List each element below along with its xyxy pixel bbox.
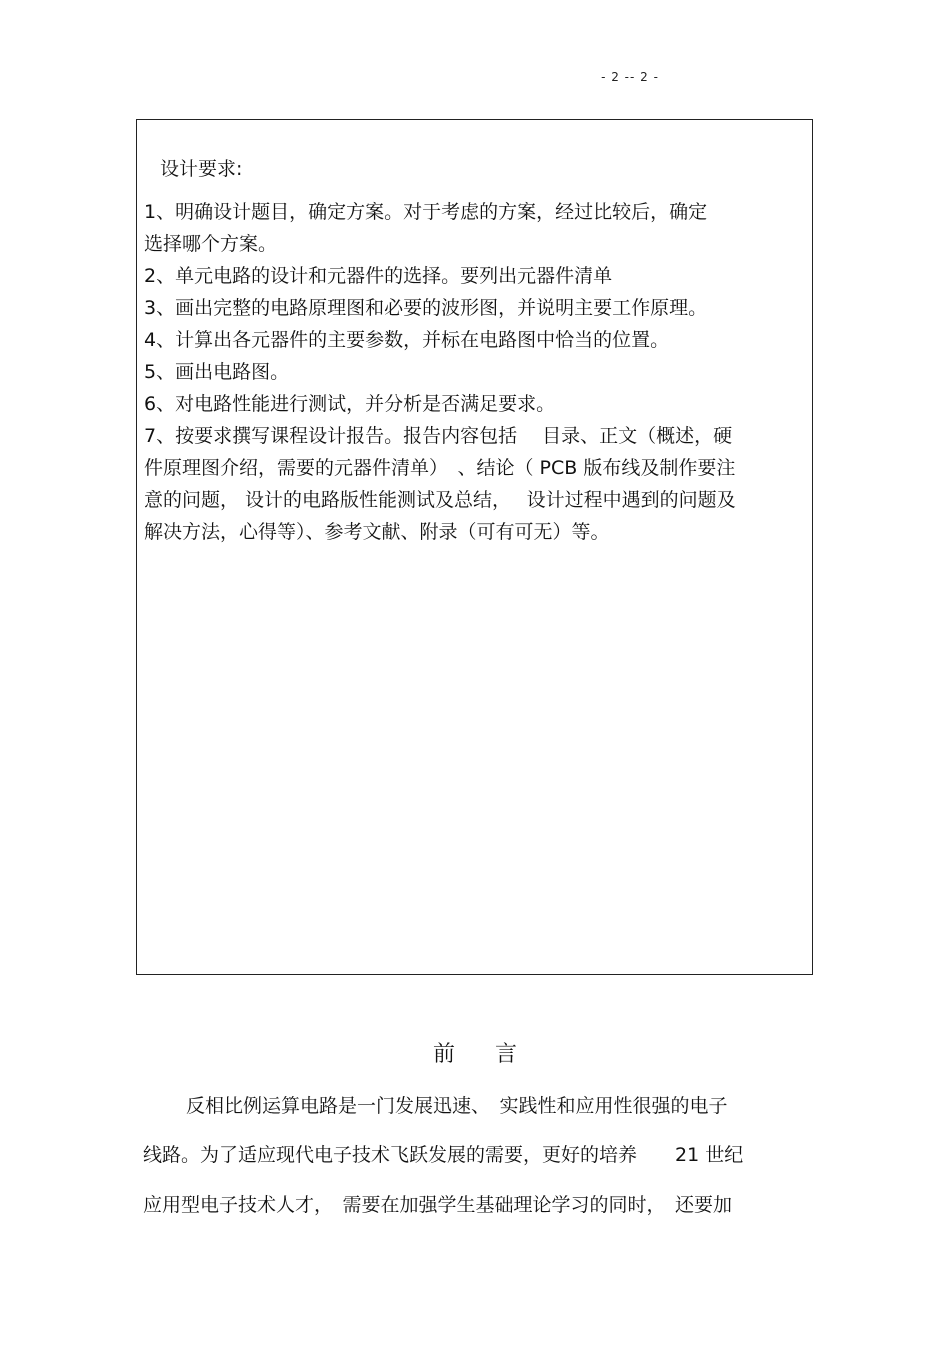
requirement-line: 1、明确设计题目，确定方案。对于考虑的方案，经过比较后，确定 bbox=[144, 201, 708, 223]
requirement-line: 4、计算出各元器件的主要参数，并标在电路图中恰当的位置。 bbox=[144, 329, 670, 351]
preface-paragraph-line: 反相比例运算电路是一门发展迅速、 实践性和应用性很强的电子 bbox=[186, 1095, 728, 1117]
requirement-line: 解决方法，心得等）、参考文献、附录（可有可无）等。 bbox=[144, 521, 610, 543]
requirement-line: 2、单元电路的设计和元器件的选择。要列出元器件清单 bbox=[144, 265, 613, 287]
requirement-line: 5、画出电路图。 bbox=[144, 361, 290, 383]
preface-paragraph-line: 应用型电子技术人才， 需要在加强学生基础理论学习的同时， 还要加 bbox=[143, 1194, 733, 1216]
page-number: - 2 -- 2 - bbox=[601, 70, 659, 84]
requirement-line: 件原理图介绍，需要的元器件清单） 、结论（ PCB 版布线及制作要注 bbox=[144, 457, 736, 479]
requirements-list bbox=[144, 196, 804, 548]
requirement-line: 7、按要求撰写课程设计报告。报告内容包括 目录、正文（概述，硬 bbox=[144, 425, 733, 447]
preface-title: 前言 bbox=[432, 1042, 557, 1067]
requirement-line: 选择哪个方案。 bbox=[144, 233, 278, 255]
requirement-line: 3、画出完整的电路原理图和必要的波形图，并说明主要工作原理。 bbox=[144, 297, 708, 319]
preface-paragraph-line: 线路。为了适应现代电子技术飞跃发展的需要，更好的培养 21 世纪 bbox=[143, 1144, 744, 1166]
requirements-heading: 设计要求: bbox=[160, 158, 243, 180]
design-requirements-box bbox=[136, 119, 813, 975]
requirement-line: 意的问题， 设计的电路版性能测试及总结， 设计过程中遇到的问题及 bbox=[144, 489, 736, 511]
requirement-line: 6、对电路性能进行测试，并分析是否满足要求。 bbox=[144, 393, 556, 415]
